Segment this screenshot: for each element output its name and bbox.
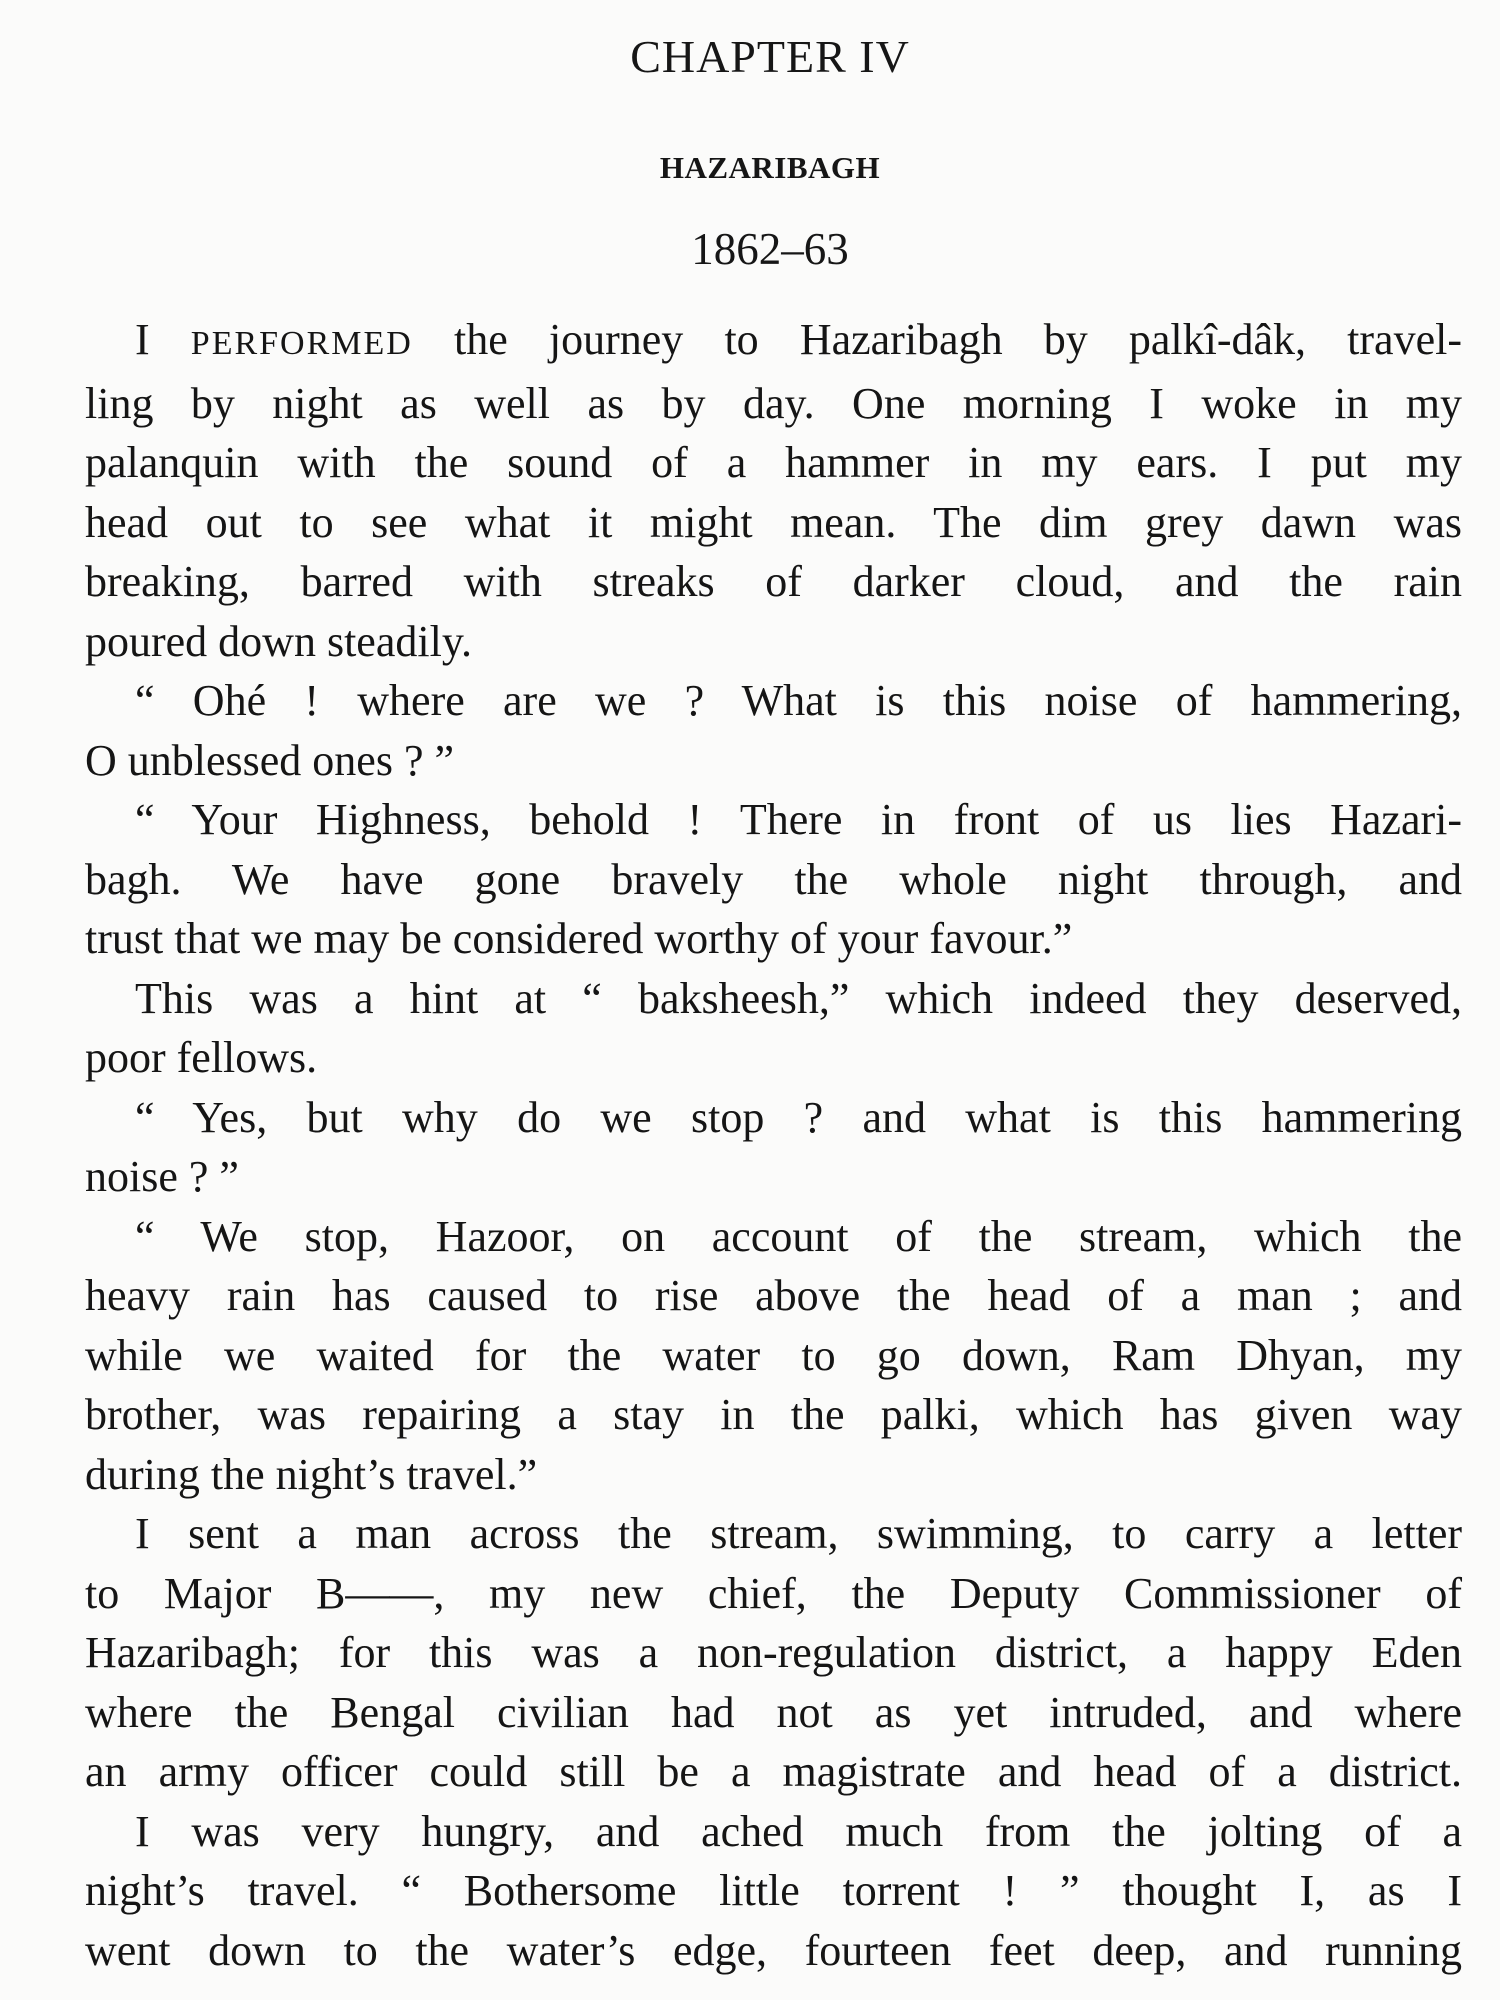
text-line: ling by night as well as by day. One morning I woke in my xyxy=(85,378,1462,428)
chapter-years: 1862–63 xyxy=(691,224,849,274)
text-line: “ We stop, Hazoor, on account of the stream, which the xyxy=(135,1211,1462,1261)
text-line: trust that we may be considered worthy of your favour.” xyxy=(85,914,1073,963)
text-line: palanquin with the sound of a hammer in my ears. I put my xyxy=(85,438,1462,487)
opening-word: I xyxy=(135,315,191,364)
text-line: while we waited for the water to go down, Ram Dhyan, my xyxy=(85,1330,1462,1380)
text-line: breaking, barred with streaks of darker cloud, and the rain xyxy=(85,557,1462,606)
text-line: where the Bengal civilian had not as yet intruded, and where xyxy=(85,1687,1462,1737)
text-line: I was very hungry, and ached much from the jolting of a xyxy=(135,1806,1462,1856)
text-line: noise ? ” xyxy=(85,1152,239,1201)
text-line: “ Your Highness, behold ! There in front of us lies Hazari- xyxy=(135,795,1462,844)
chapter-number: CHAPTER IV xyxy=(630,31,910,82)
text-line: brother, was repairing a stay in the palki, which has given way xyxy=(85,1390,1462,1439)
text-line: an army officer could still be a magistrate and head of a district. xyxy=(85,1747,1462,1796)
text-line: during the night’s travel.” xyxy=(85,1449,538,1499)
text-line-1 xyxy=(85,310,1462,374)
text-line: O unblessed ones ? ” xyxy=(85,735,455,785)
text-line: “ Yes, but why do we stop ? and what is this hammering xyxy=(135,1092,1462,1142)
text-line: went down to the water’s edge, fourteen feet deep, and running xyxy=(85,1925,1462,1975)
text-line: to Major B——, my new chief, the Deputy Commissioner of xyxy=(85,1568,1462,1618)
chapter-title: HAZARIBAGH xyxy=(659,150,881,185)
text-line: bagh. We have gone bravely the whole night through, and xyxy=(85,854,1462,904)
smallcaps-word: PERFORMED xyxy=(190,325,413,362)
text-line: I sent a man across the stream, swimming, to carry a letter xyxy=(135,1509,1462,1558)
body-text xyxy=(85,310,1462,1980)
text-line: This was a hint at “ baksheesh,” which indeed they deserved, xyxy=(135,973,1462,1023)
text-line: poured down steadily. xyxy=(85,616,472,666)
text-line: poor fellows. xyxy=(85,1033,318,1082)
text-line: night’s travel. “ Bothersome little torrent ! ” thought I, as I xyxy=(85,1866,1462,1915)
text-line: head out to see what it might mean. The dim grey dawn was xyxy=(85,497,1462,547)
opening-rest: the journey to Hazaribagh by palkî-dâk, travel- xyxy=(412,315,1462,364)
text-line: Hazaribagh; for this was a non-regulation district, a happy Eden xyxy=(85,1628,1462,1677)
text-line: heavy rain has caused to rise above the head of a man ; and xyxy=(85,1271,1462,1320)
text-line: “ Ohé ! where are we ? What is this noise of hammering, xyxy=(135,676,1462,725)
